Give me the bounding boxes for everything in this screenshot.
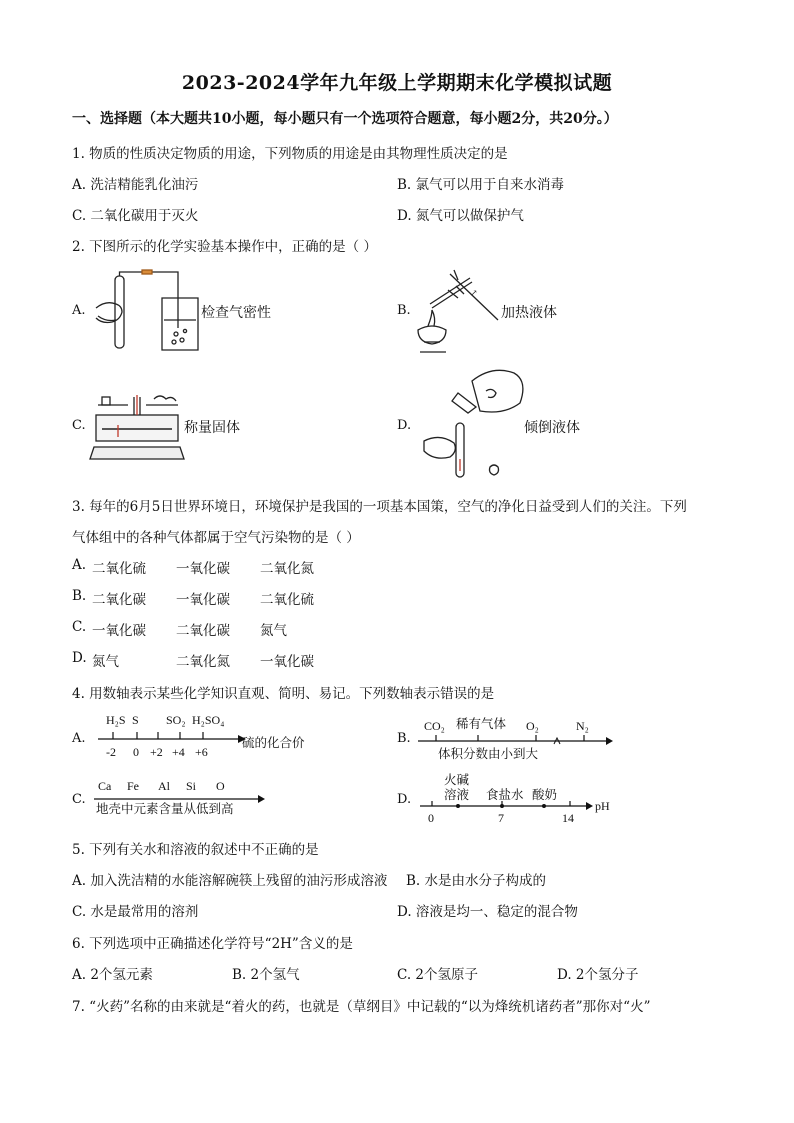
q6-option-d[interactable]: D. 2个氢分子 xyxy=(557,967,639,983)
q2-option-a-caption: 检查气密性 xyxy=(201,305,271,321)
heating-liquid-illustration xyxy=(410,268,502,354)
tick-ph-14: 14 xyxy=(562,811,574,825)
axis-label-crust-abundance: 地壳中元素含量从低到高 xyxy=(96,801,234,816)
q2-option-a-label[interactable]: A. xyxy=(72,303,86,318)
species-al: Al xyxy=(158,779,170,793)
question-5-stem: 5. 下列有关水和溶液的叙述中不正确的是 xyxy=(72,842,319,858)
species-ca: Ca xyxy=(98,779,112,793)
q3-option-a-gas-1: 二氧化硫 xyxy=(92,561,146,577)
species-rare-gas: 稀有气体 xyxy=(456,716,507,731)
q4-number-line-d xyxy=(414,770,624,828)
q4-option-c-label[interactable]: C. xyxy=(72,792,86,807)
q2-option-d-caption: 倾倒液体 xyxy=(524,420,580,436)
species-h2s: H₂S xyxy=(106,713,126,727)
q4-option-a-label[interactable]: A. xyxy=(72,731,86,746)
tick-ph-7: 7 xyxy=(498,811,504,825)
weighing-solid-illustration xyxy=(88,385,186,463)
question-6-stem: 6. 下列选项中正确描述化学符号“2H”含义的是 xyxy=(72,936,353,952)
q4-number-line-a xyxy=(92,710,332,762)
species-so2: SO₂ xyxy=(166,713,186,727)
q2-option-c-label[interactable]: C. xyxy=(72,418,86,433)
tick-plus-6: +6 xyxy=(195,745,208,759)
tick-ph-0: 0 xyxy=(428,811,434,825)
q3-option-d-letter[interactable]: D. xyxy=(72,650,87,666)
species-solution: 溶液 xyxy=(444,787,470,802)
question-7-stem: 7. “火药”名称的由来就是“着火的药，也就是（草纲目》中记载的“以为烽统机诸药者”那你对“火” xyxy=(72,999,651,1015)
q3-option-b-gas-2: 一氧化碳 xyxy=(176,592,230,608)
q4-option-b-label[interactable]: B. xyxy=(397,731,411,746)
q6-option-a[interactable]: A. 2个氢元素 xyxy=(72,967,153,983)
pouring-liquid-illustration xyxy=(416,363,528,483)
question-1-stem: 1. 物质的性质决定物质的用途，下列物质的用途是由其物理性质决定的是 xyxy=(72,146,508,162)
species-n2: N₂ xyxy=(576,719,589,733)
svg-text:↗: ↗ xyxy=(470,289,478,299)
q3-option-c-gas-3: 氮气 xyxy=(260,623,287,639)
exam-title: 2023-2024学年九年级上学期期末化学模拟试题 xyxy=(181,72,613,94)
axis-label-sulfur-valence: 硫的化合价 xyxy=(242,735,305,750)
q6-option-b[interactable]: B. 2个氢气 xyxy=(232,967,300,983)
q3-option-c-gas-1: 一氧化碳 xyxy=(92,623,146,639)
species-fe: Fe xyxy=(127,779,139,793)
q4-number-line-c xyxy=(92,775,272,817)
species-s: S xyxy=(132,713,139,727)
tick-0: 0 xyxy=(133,745,139,759)
species-si: Si xyxy=(186,779,197,793)
q3-option-d-gas-1: 氮气 xyxy=(92,654,119,670)
q3-option-a-gas-3: 二氧化氮 xyxy=(260,561,314,577)
species-h2so4: H₂SO₄ xyxy=(192,713,225,727)
tick-plus-2: +2 xyxy=(150,745,163,759)
q3-option-b-letter[interactable]: B. xyxy=(72,588,87,604)
q3-option-c-letter[interactable]: C. xyxy=(72,619,87,635)
q5-option-c[interactable]: C. 水是最常用的溶剂 xyxy=(72,904,199,920)
q5-option-b[interactable]: B. 水是由水分子构成的 xyxy=(406,873,547,889)
q3-option-a-gas-2: 一氧化碳 xyxy=(176,561,230,577)
species-salt-water: 食盐水 xyxy=(486,787,524,802)
section-heading: 一、选择题（本大题共10小题，每小题只有一个选项符合题意，每小题2分，共20分。） xyxy=(72,111,618,127)
q3-option-a-letter[interactable]: A. xyxy=(72,557,87,573)
q3-option-d-gas-3: 一氧化碳 xyxy=(260,654,314,670)
question-4-stem: 4. 用数轴表示某些化学知识直观、简明、易记。下列数轴表示错误的是 xyxy=(72,686,495,702)
label-caustic-soda: 火碱 xyxy=(444,772,470,787)
q2-option-d-label[interactable]: D. xyxy=(397,418,412,433)
q3-option-d-gas-2: 二氧化氮 xyxy=(176,654,230,670)
question-2-stem: 2. 下图所示的化学实验基本操作中，正确的是（ ） xyxy=(72,239,377,255)
species-o2: O₂ xyxy=(526,719,539,733)
species-co2: CO₂ xyxy=(424,719,445,733)
q3-option-c-gas-2: 二氧化碳 xyxy=(176,623,230,639)
q3-option-b-gas-1: 二氧化碳 xyxy=(92,592,146,608)
q4-number-line-b xyxy=(414,710,614,762)
q5-option-d[interactable]: D. 溶液是均一、稳定的混合物 xyxy=(397,904,578,920)
tick-plus-4: +4 xyxy=(172,745,185,759)
q1-option-c[interactable]: C. 二氧化碳用于灭火 xyxy=(72,208,199,224)
axis-label-volume-fraction: 体积分数由小到大 xyxy=(438,746,539,761)
q2-option-b-label[interactable]: B. xyxy=(397,303,411,318)
airtightness-check-illustration xyxy=(90,268,202,356)
q6-option-c[interactable]: C. 2个氢原子 xyxy=(397,967,479,983)
species-yogurt: 酸奶 xyxy=(532,787,558,802)
species-o: O xyxy=(216,779,225,793)
q4-option-d-label[interactable]: D. xyxy=(397,792,412,807)
q1-option-b[interactable]: B. 氯气可以用于自来水消毒 xyxy=(397,177,565,193)
q2-option-b-caption: 加热液体 xyxy=(501,305,557,321)
q2-option-c-caption: 称量固体 xyxy=(184,420,240,436)
axis-label-ph: pH xyxy=(595,799,610,813)
q1-option-a[interactable]: A. 洗洁精能乳化油污 xyxy=(72,177,199,193)
q5-option-a[interactable]: A. 加入洗洁精的水能溶解碗筷上残留的油污形成溶液 xyxy=(72,873,388,889)
q3-option-b-gas-3: 二氧化硫 xyxy=(260,592,314,608)
tick-minus-2: -2 xyxy=(106,745,116,759)
q1-option-d[interactable]: D. 氮气可以做保护气 xyxy=(397,208,524,224)
question-3-stem-line-1: 3. 每年的6月5日世界环境日，环境保护是我国的一项基本国策，空气的净化日益受到人们的关注。下列 xyxy=(72,499,687,515)
question-3-stem-line-2: 气体组中的各种气体都属于空气污染物的是（ ） xyxy=(72,530,360,546)
